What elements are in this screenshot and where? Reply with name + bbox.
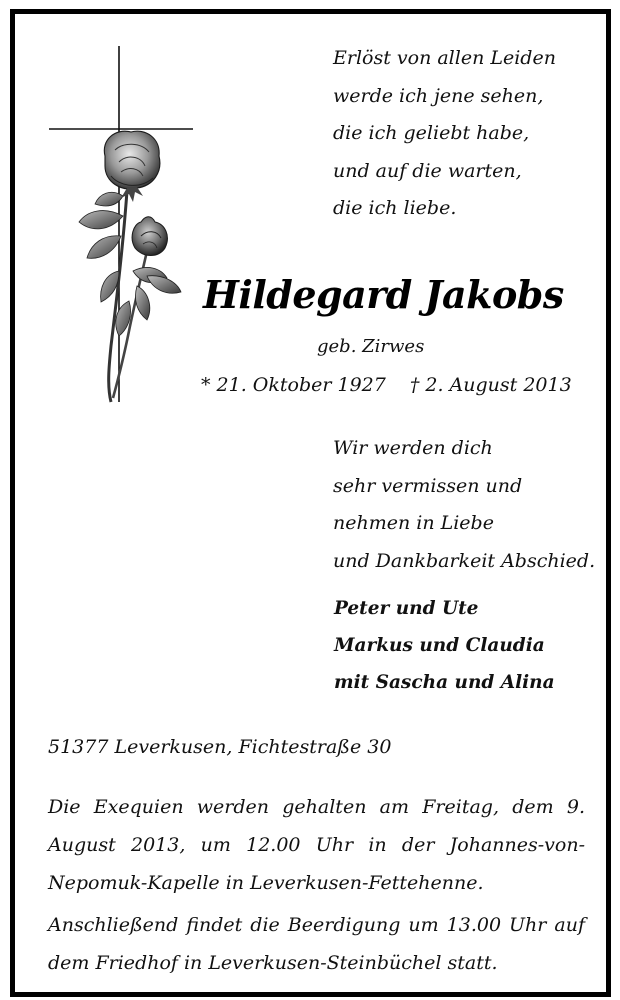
verse-line: Erlöst von allen Leiden: [333, 47, 556, 69]
birth-name: geb. Zirwes: [317, 336, 425, 357]
verse-line: die ich geliebt habe,: [333, 122, 530, 145]
obituary-frame: [10, 9, 611, 997]
verse-line: und auf die warten,: [333, 159, 522, 182]
verse-line: die ich liebe.: [333, 197, 457, 220]
mourner-name: Markus und Claudia: [334, 635, 545, 657]
mourner-name: mit Sascha und Alina: [334, 672, 555, 694]
burial-paragraph: Anschließend findet die Beerdigung um 13.00 Uhr auf dem Friedhof in Leverkusen-Steinbüchel statt.: [48, 913, 585, 974]
death-date: † 2. August 2013: [409, 374, 572, 396]
opening-verse: [333, 40, 556, 228]
farewell-verse: [333, 430, 595, 580]
deceased-name: Hildegard Jakobs: [203, 272, 564, 317]
cross-with-roses-icon: [49, 46, 199, 408]
life-dates: [201, 374, 572, 396]
verse-line: nehmen in Liebe: [333, 512, 494, 535]
mourner-address: 51377 Leverkusen, Fichtestraße 30: [48, 736, 392, 758]
verse-line: Wir werden dich: [333, 437, 493, 459]
funeral-mass-paragraph: Die Exequien werden gehalten am Freitag, dem 9. August 2013, um 12.00 Uhr in der Johannes-von-Nepomuk-Kapelle in Leverkusen-Fettehenne.: [48, 796, 585, 895]
service-details: [48, 788, 585, 985]
mourner-name: Peter und Ute: [334, 598, 479, 619]
verse-line: und Dankbarkeit Abschied.: [333, 549, 596, 572]
mourners-list: [334, 590, 555, 702]
verse-line: sehr vermissen und: [333, 474, 523, 497]
birth-date: * 21. Oktober 1927: [201, 374, 386, 396]
verse-line: werde ich jene sehen,: [333, 84, 544, 107]
